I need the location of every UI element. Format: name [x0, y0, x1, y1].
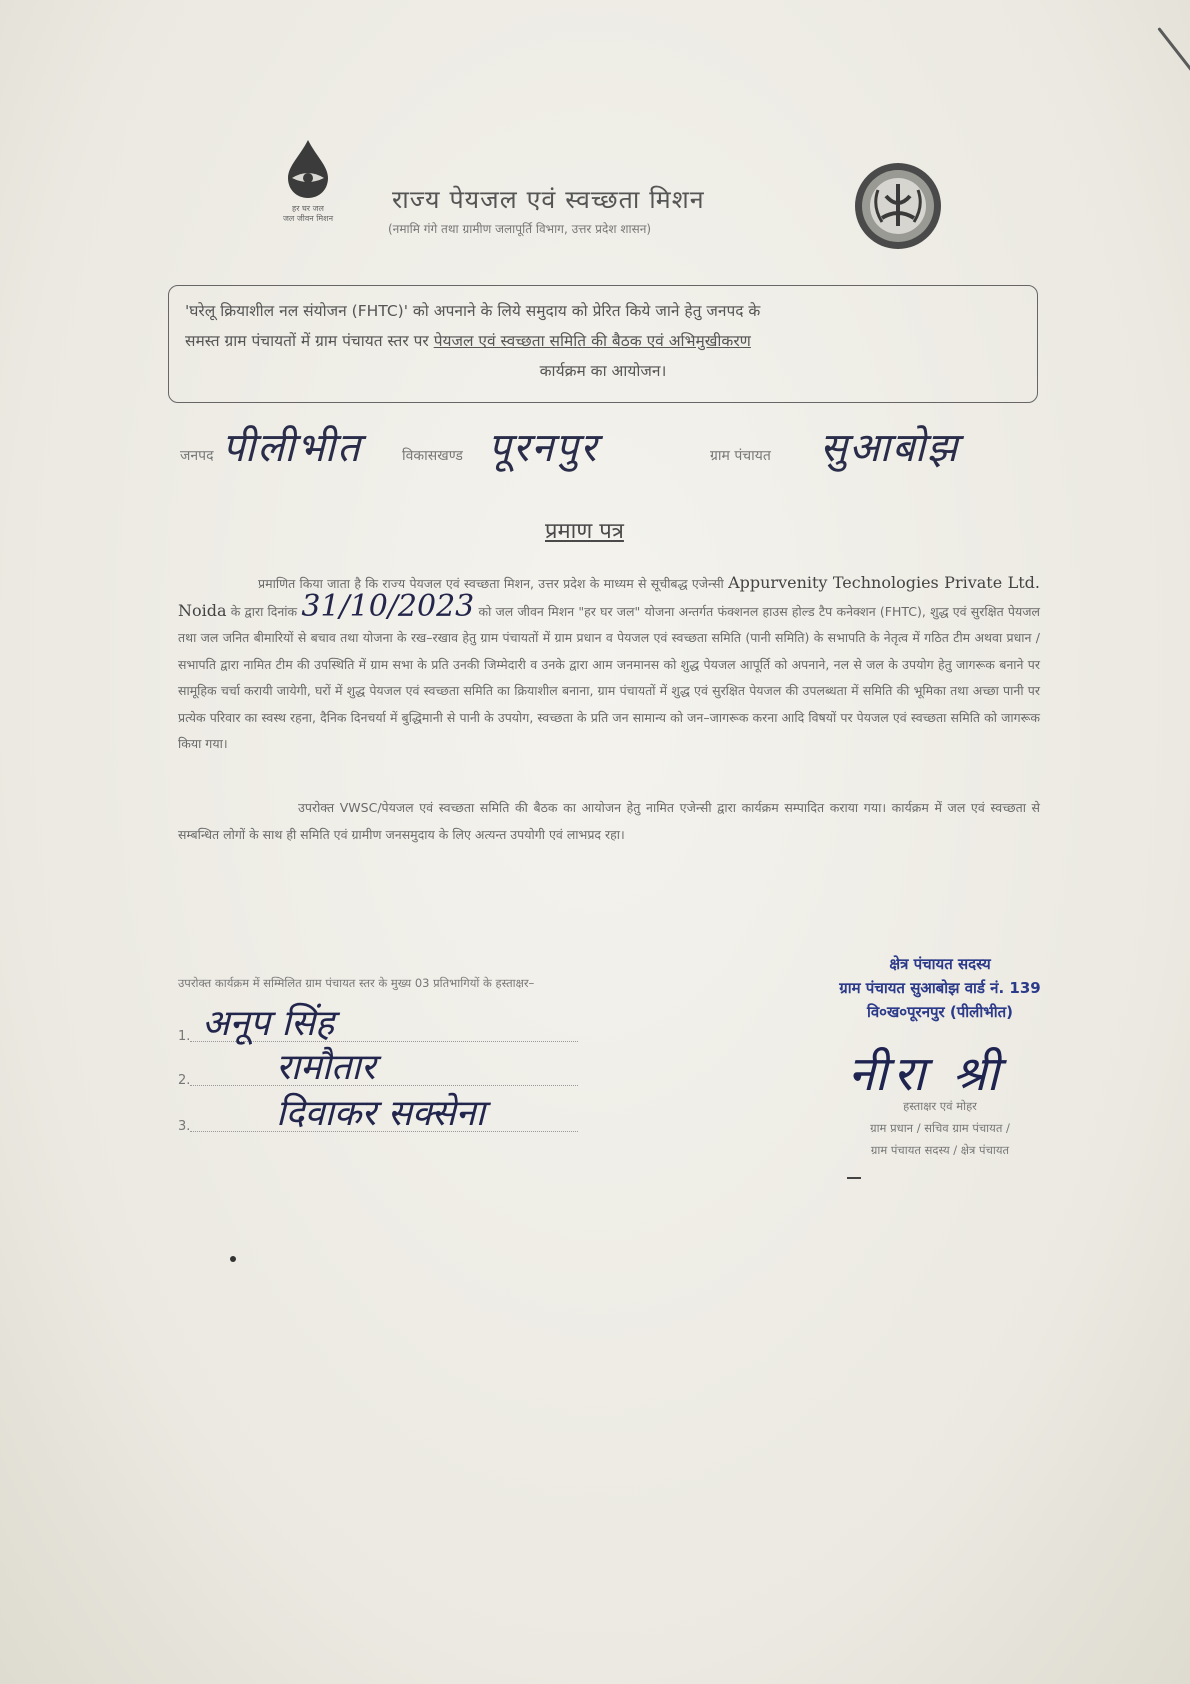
topic-line-2-plain: समस्त ग्राम पंचायतों में ग्राम पंचायत स्तर पर [185, 332, 434, 350]
para1-part-a: प्रमाणित किया जाता है कि राज्य पेयजल एवं स्वच्छता मिशन, उत्तर प्रदेश के माध्यम से सूचीबद्ध एजेन्सी [258, 576, 724, 591]
up-government-emblem-icon [852, 160, 944, 252]
topic-line-2 [185, 326, 1021, 356]
participant-signature-2 [178, 1044, 578, 1092]
official-stamp [815, 952, 1065, 1024]
topic-line-2-underlined: पेयजल एवं स्वच्छता समिति की बैठक एवं अभिमुखीकरण [433, 332, 751, 350]
participant-number: 1. [178, 1029, 191, 1044]
topic-line-3: कार्यक्रम का आयोजन। [539, 362, 667, 380]
water-drop-logo-icon [278, 138, 338, 200]
up-emblem [852, 160, 944, 252]
block-label: विकासखण्ड [402, 448, 463, 464]
logo-caption-1: हर घर जल [292, 204, 324, 213]
signature-caption [800, 1095, 1080, 1161]
agency-name: Appurvenity Technologies Private Ltd. Noida [178, 573, 1040, 620]
para1-part-b: के द्वारा दिनांक [230, 603, 298, 619]
dash-mark [847, 1177, 861, 1179]
topic-line-1: 'घरेलू क्रियाशील नल संयोजन (FHTC)' को अपनाने के लिये समुदाय को प्रेरित किये जाने हेतु जनपद के [185, 302, 761, 320]
participant-name: दिवाकर सक्सेना [276, 1093, 485, 1134]
participant-number: 3. [178, 1119, 191, 1134]
caption-line-2: ग्राम प्रधान / सचिव ग्राम पंचायत / [870, 1121, 1010, 1135]
certificate-title: प्रमाण पत्र [545, 519, 624, 544]
ink-dot [230, 1256, 236, 1262]
caption-line-1: हस्ताक्षर एवं मोहर [903, 1099, 977, 1113]
participant-signature-3 [178, 1090, 578, 1138]
stamp-line-2: ग्राम पंचायत सुआबोझ वार्ड नं. 139 [839, 979, 1041, 997]
panchayat-label: ग्राम पंचायत [710, 448, 771, 464]
block-value: पूरनपुर [488, 425, 599, 471]
caption-line-3: ग्राम पंचायत सदस्य / क्षेत्र पंचायत [870, 1143, 1010, 1157]
participant-signature-1 [178, 1000, 578, 1048]
official-signature: नीरा श्री [848, 1046, 1005, 1102]
paper-crease-mark [1157, 27, 1190, 84]
panchayat-value: सुआबोझ [820, 425, 960, 471]
program-topic-box [168, 285, 1038, 403]
program-date: 31/10/2023 [301, 588, 475, 624]
para1-part-c: को जल जीवन मिशन "हर घर जल" योजना अन्तर्गत फंक्शनल हाउस होल्ड टैप कनेक्शन (FHTC), शुद्ध एवं सुरक्षित पेयजल तथा जल जनित बीमारियों से बचाव तथा योजना के रख–रखाव हेतु ग्राम पंचायतों में ग्राम प्रधान व पेयजल एवं स्वच्छता समिति (पानी समिति) के सभापति के नेतृत्व में गठित टीम अथवा प्रधान / सभापति द्वारा नामित टीम की उपस्थिति में ग्राम सभा के प्रति उनकी जिम्मेदारी व उनके द्वारा आम जनमानस को शुद्ध पेयजल आपूर्ति को अपनाने, नल से जल के उपयोग हेतु जागरूक बनाने पर सामूहिक चर्चा करायी जायेगी, घरों में शुद्ध पेयजल एवं स्वच्छता समिति का क्रियाशील बनाना, ग्राम पंचायतों में शुद्ध एवं सुरक्षित पेयजल की उपलब्धता में समिति की भूमिका तथा अच्छा पानी पर प्रत्येक परिवार का स्वस्थ रहना, दैनिक दिनचर्या में बुद्धिमानी से पानी के उपयोग, स्वच्छता के प्रति जन सामान्य को जन–जागरूक करना आदि विषयों पर पेयजल एवं स्वच्छता समिति को जागरूक किया गया। [178, 603, 1040, 751]
certificate-paragraph-1 [178, 570, 1040, 758]
participant-name: रामौतार [276, 1047, 376, 1088]
district-value: पीलीभीत [222, 425, 362, 471]
logo-caption-2: जल जीवन मिशन [282, 214, 334, 223]
mission-title: राज्य पेयजल एवं स्वच्छता मिशन [392, 185, 705, 214]
representatives-intro: उपरोक्त कार्यक्रम में सम्मिलित ग्राम पंचायत स्तर के मुख्य 03 प्रतिभागियों के हस्ताक्षर– [178, 976, 535, 990]
certificate-paragraph-2: उपरोक्त VWSC/पेयजल एवं स्वच्छता समिति की बैठक का आयोजन हेतु नामित एजेन्सी द्वारा कार्यक्रम सम्पादित कराया गया। कार्यक्रम में जल एवं स्वच्छता से सम्बन्धित लोगों के साथ ही समिति एवं ग्रामीण जनसमुदाय के लिए अत्यन्त उपयोगी एवं लाभप्रद रहा। [178, 800, 1040, 842]
participant-name: अनूप सिंह [202, 1003, 335, 1044]
location-row [180, 418, 1040, 478]
participant-number: 2. [178, 1073, 191, 1088]
stamp-line-3: वि०ख०पूरनपुर (पीलीभीत) [866, 1003, 1014, 1021]
mission-subtitle: (नमामि गंगे तथा ग्रामीण जलापूर्ति विभाग, उत्तर प्रदेश शासन) [388, 222, 652, 236]
stamp-line-1: क्षेत्र पंचायत सदस्य [889, 955, 991, 973]
signature-dotted-line [190, 1085, 578, 1086]
jal-jeevan-logo [268, 138, 348, 228]
district-label: जनपद [180, 448, 214, 464]
